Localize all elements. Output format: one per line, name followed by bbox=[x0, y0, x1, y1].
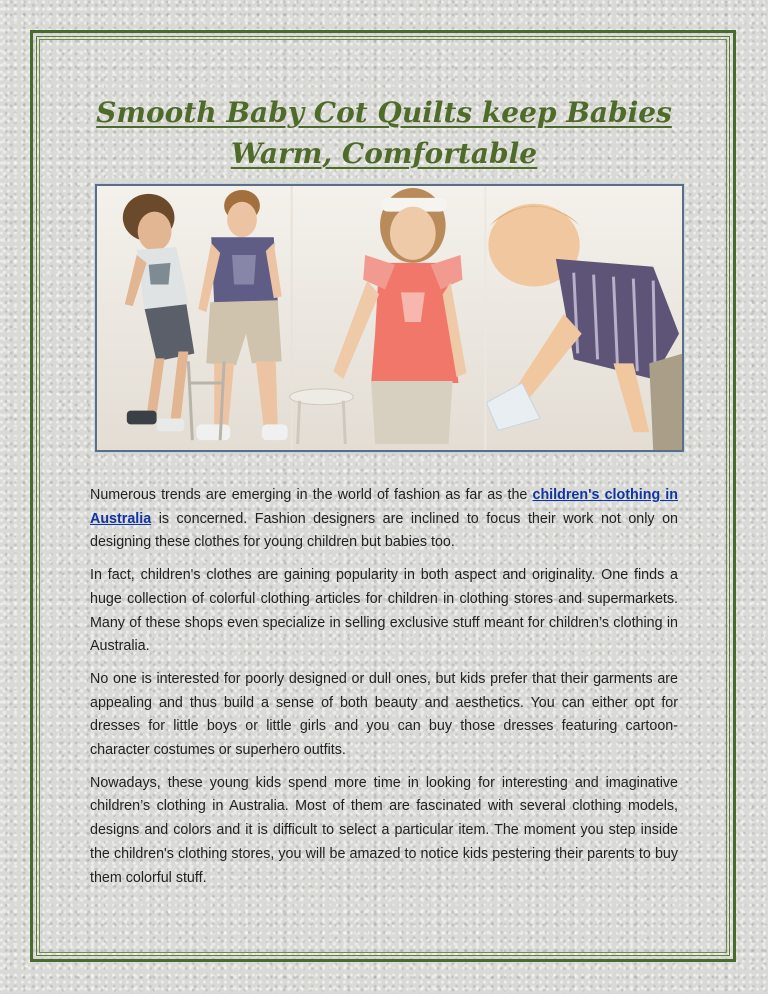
paragraph-1 bbox=[90, 484, 678, 555]
paragraph-1-rest: is concerned. Fashion designers are inclined to focus their work not only on designing these clothes for young children but babies too. bbox=[90, 510, 678, 551]
article-body bbox=[90, 484, 678, 899]
paragraph-4: Nowadays, these young kids spend more time in looking for interesting and imaginative children’s clothing in Australia. Most of them are fascinated with several clothing models, designs and colors and it is difficult to select a particular item. The moment you step inside the children's clothing stores, you will be amazed to notice kids pestering their parents to buy them colorful stuff. bbox=[90, 774, 678, 886]
photo-illustration bbox=[97, 186, 682, 450]
children-clothing-photo bbox=[95, 184, 684, 452]
paragraph-1-intro: Numerous trends are emerging in the world of fashion as far as the bbox=[90, 487, 533, 503]
paragraph-3: No one is interested for poorly designed or dull ones, but kids prefer that their garments are appealing and thus build a sense of both beauty and aesthetics. You can either opt for dresses for little boys or little girls and you can buy those dresses featuring cartoon-character costumes or superhero outfits. bbox=[90, 670, 678, 759]
document-title: Smooth Baby Cot Quilts keep Babies Warm, Comfortable bbox=[96, 96, 672, 170]
paragraph-2: In fact, children's clothes are gaining popularity in both aspect and originality. One finds a huge collection of colorful clothing articles for children in clothing stores and supermarkets. Many of these shops even specialize in selling exclusive stuff meant for children’s clothing in Australia. bbox=[90, 567, 678, 655]
childrens-clothing-link[interactable]: children's clothing in Australia bbox=[90, 487, 678, 527]
